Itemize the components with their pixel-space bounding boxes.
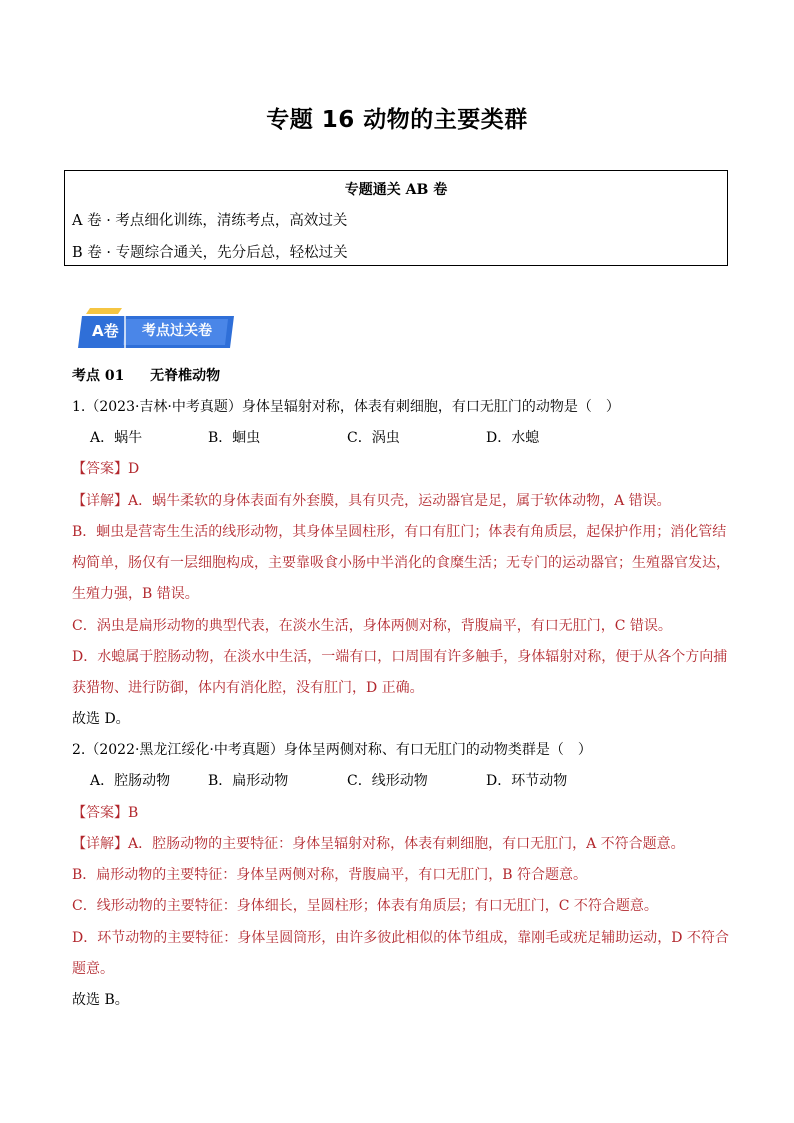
q2-option-d: D．环节动物 (486, 773, 568, 789)
q1-answer-value: D (128, 461, 140, 477)
q1-detail-line: B．蛔虫是营寄生生活的线形动物，其身体呈圆柱形，有口有肛门；体表有角质层，起保护作用；消化管结 (72, 524, 727, 540)
q2-conclusion: 故选 B。 (72, 992, 129, 1008)
intro-line-a: A 卷 · 考点细化训练，清练考点，高效过关 (72, 213, 348, 229)
intro-line-b: B 卷 · 专题综合通关，先分后总，轻松过关 (72, 245, 348, 261)
q1-detail-line: 获猎物、进行防御，体内有消化腔，没有肛门，D 正确。 (72, 680, 424, 696)
q1-option-d: D．水螅 (486, 430, 540, 446)
q2-stem: 2.（2022·黑龙江绥化·中考真题）身体呈两侧对称、有口无肛门的动物类群是（ ） (72, 742, 592, 758)
q2-detail-label: 【详解】 (72, 836, 128, 852)
section-tag (78, 308, 234, 348)
q2-answer (72, 803, 138, 823)
q1-conclusion: 故选 D。 (72, 711, 130, 727)
q2-detail-line: 【详解】A．腔肠动物的主要特征：身体呈辐射对称，体表有刺细胞，有口无肛门，A 不符合题意。 (72, 836, 685, 852)
q1-option-c: C．涡虫 (347, 430, 400, 446)
intro-box (64, 170, 728, 266)
q1-options (90, 428, 539, 448)
q2-option-c: C．线形动物 (347, 773, 428, 789)
q1-stem: 1.（2023·吉林·中考真题）身体呈辐射对称，体表有刺细胞，有口无肛门的动物是（ ） (72, 399, 620, 415)
q2-answer-label: 【答案】 (72, 805, 128, 821)
q1-detail-line: 生殖力强，B 错误。 (72, 586, 199, 602)
q1-answer-label: 【答案】 (72, 461, 128, 477)
q1-detail-label: 【详解】 (72, 493, 128, 509)
q2-answer-value: B (128, 805, 139, 821)
q2-options (90, 771, 567, 791)
q1-answer (72, 459, 139, 479)
page-title: 专题 16 动物的主要类群 (266, 107, 528, 133)
intro-heading: 专题通关 AB 卷 (344, 182, 448, 198)
q2-detail-line: D．环节动物的主要特征：身体呈圆筒形，由许多彼此相似的体节组成，靠刚毛或疣足辅助运动，D 不符合 (72, 930, 729, 946)
q1-detail-line: 构简单，肠仅有一层细胞构成，主要靠吸食小肠中半消化的食糜生活；无专门的运动器官；生殖器官发达， (72, 555, 730, 571)
q1-detail-line: D．水螅属于腔肠动物，在淡水中生活，一端有口，口周围有许多触手，身体辐射对称，便于从各个方向捕 (72, 649, 728, 665)
section-tag-label-b: 考点过关卷 (142, 323, 212, 339)
q1-detail-line: C．涡虫是扁形动物的典型代表，在淡水生活，身体两侧对称，背腹扁平，有口无肛门，C 错误。 (72, 618, 672, 634)
topic-label: 考点 01 (72, 368, 125, 384)
q1-option-a: A．蜗牛 (90, 430, 143, 446)
topic-heading (72, 366, 220, 386)
q2-option-a: A．腔肠动物 (90, 773, 171, 789)
q1-option-b: B．蛔虫 (208, 430, 261, 446)
q1-detail-line: 【详解】A．蜗牛柔软的身体表面有外套膜，具有贝壳，运动器官是足，属于软体动物，A 错误。 (72, 493, 671, 509)
q2-detail-line: 题意。 (72, 961, 114, 977)
q2-option-b: B．扁形动物 (208, 773, 289, 789)
q2-detail-line: B．扁形动物的主要特征：身体呈两侧对称，背腹扁平，有口无肛门，B 符合题意。 (72, 867, 588, 883)
section-tag-label-a: A卷 (92, 322, 119, 340)
topic-name: 无脊椎动物 (150, 368, 221, 384)
q2-detail-line: C．线形动物的主要特征：身体细长，呈圆柱形；体表有角质层；有口无肛门，C 不符合题意。 (72, 898, 658, 914)
